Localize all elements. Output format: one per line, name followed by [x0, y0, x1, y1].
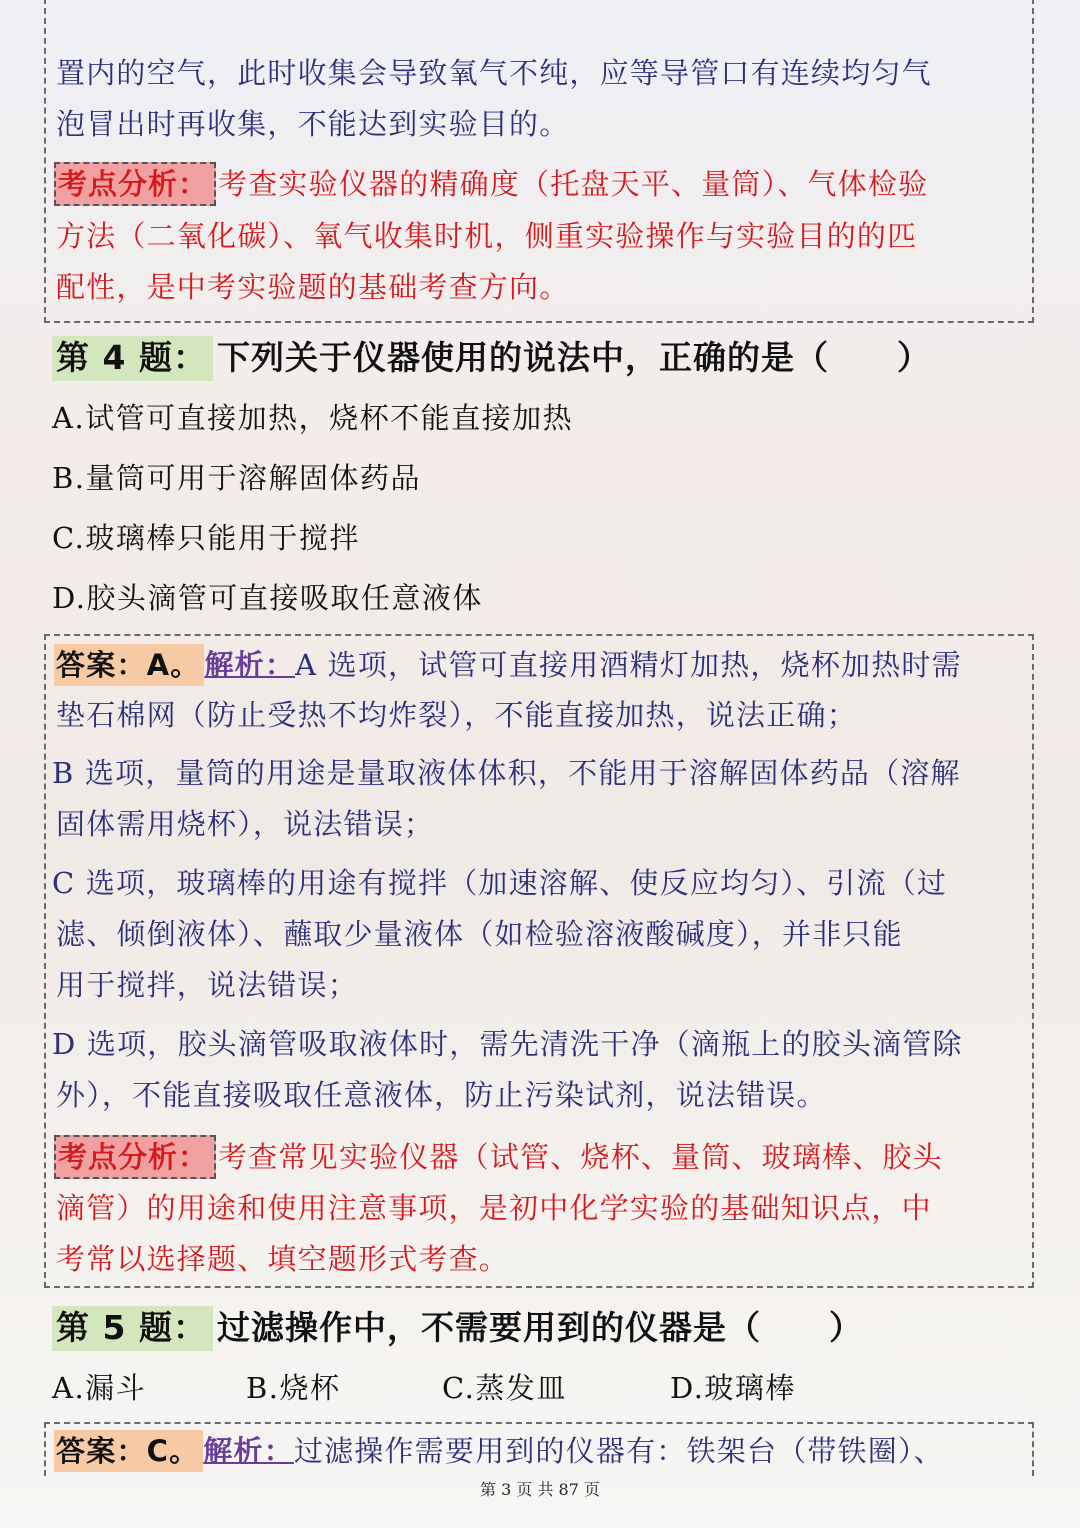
page-footer: 第 3 页 共 87 页 — [480, 1480, 600, 1499]
prev-analysis-line-3: 配性，是中考实验题的基础考查方向。 — [56, 270, 570, 304]
prev-answer-box — [44, 0, 1034, 323]
q4-option-c: C.玻璃棒只能用于搅拌 — [52, 521, 360, 555]
q4-option-d: D.胶头滴管可直接吸取任意液体 — [52, 581, 483, 615]
q4-analysis-line-1 — [54, 1132, 943, 1183]
q5-option-d: D.玻璃棒 — [670, 1371, 796, 1405]
q5-label: 第 5 题： — [52, 1306, 213, 1351]
q4-analysis-label: 考点分析： — [54, 1135, 216, 1179]
prev-answer-line-1: 置内的空气，此时收集会导致氧气不纯，应等导管口有连续均匀气 — [56, 56, 932, 90]
analysis-label: 考点分析： — [54, 162, 216, 206]
q5-answer-box — [44, 1422, 1034, 1476]
q5-answer-label: 答案：C。 — [54, 1430, 203, 1472]
q5-option-c: C.蒸发皿 — [442, 1371, 567, 1405]
q4-analysis-text-1: 考查常见实验仪器（试管、烧杯、量筒、玻璃棒、胶头 — [218, 1140, 943, 1174]
q4-d-line-2: 外），不能直接吸取任意液体，防止污染试剂，说法错误。 — [56, 1078, 827, 1112]
q4-answer-line-1 — [54, 640, 962, 691]
q4-b-line-1: B 选项，量筒的用途是量取液体体积，不能用于溶解固体药品（溶解 — [52, 756, 961, 790]
prev-analysis-line-1 — [54, 159, 928, 210]
prev-answer-line-2: 泡冒出时再收集，不能达到实验目的。 — [56, 107, 570, 141]
q4-explain-label: 解析： — [204, 648, 296, 682]
q4-answer-label: 答案：A。 — [54, 644, 204, 686]
prev-analysis-text-1: 考查实验仪器的精确度（托盘天平、量筒）、气体检验 — [218, 167, 929, 201]
q4-c-line-3: 用于搅拌，说法错误； — [56, 968, 359, 1002]
q5-title — [52, 1302, 863, 1349]
prev-analysis-line-2: 方法（二氧化碳）、氧气收集时机，侧重实验操作与实验目的的匹 — [56, 219, 918, 253]
q4-b-line-2: 固体需用烧杯），说法错误； — [56, 807, 435, 841]
q4-text: 下列关于仪器使用的说法中，正确的是（ ） — [216, 338, 931, 377]
q4-option-b: B.量筒可用于溶解固体药品 — [52, 461, 422, 495]
q4-analysis-line-3: 考常以选择题、填空题形式考查。 — [56, 1242, 510, 1276]
q5-text: 过滤操作中，不需要用到的仪器是（ ） — [216, 1308, 863, 1347]
q4-title — [52, 332, 931, 379]
q5-explain-label: 解析： — [203, 1434, 294, 1468]
q5-option-b: B.烧杯 — [246, 1371, 341, 1405]
q4-c-line-1: C 选项，玻璃棒的用途有搅拌（加速溶解、使反应均匀）、引流（过 — [52, 866, 948, 900]
q4-analysis-line-2: 滴管）的用途和使用注意事项，是初中化学实验的基础知识点，中 — [56, 1191, 932, 1225]
q5-explain-text: 过滤操作需要用到的仪器有：铁架台（带铁圈）、 — [293, 1434, 944, 1468]
q4-d-line-1: D 选项，胶头滴管吸取液体时，需先清洗干净（滴瓶上的胶头滴管除 — [52, 1027, 963, 1061]
q4-label: 第 4 题： — [52, 336, 213, 381]
q5-answer-line-1 — [54, 1426, 944, 1477]
q4-option-a: A.试管可直接加热，烧杯不能直接加热 — [52, 401, 574, 435]
q5-option-a: A.漏斗 — [52, 1371, 147, 1405]
q4-c-line-2: 滤、倾倒液体）、蘸取少量液体（如检验溶液酸碱度），并非只能 — [56, 917, 903, 951]
q4-explain-line-2: 垫石棉网（防止受热不均炸裂），不能直接加热，说法正确； — [56, 698, 857, 732]
q4-answer-box — [44, 634, 1034, 1288]
q4-explain-text-1: A 选项，试管可直接用酒精灯加热，烧杯加热时需 — [295, 648, 962, 682]
